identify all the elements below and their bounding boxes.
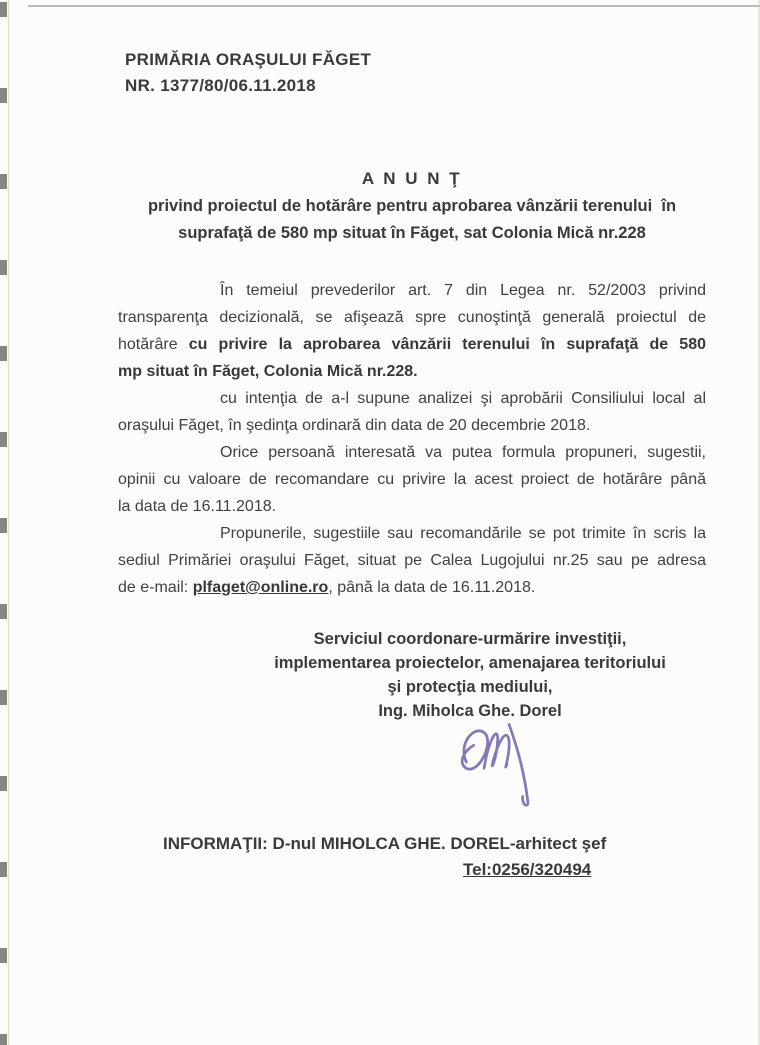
body-line-text: oraşului Făget, în şedinţa ordinară din data de 20 decembrie 2018. — [118, 417, 591, 434]
scanner-edge-marks — [0, 2, 7, 1045]
body-line-text: Propunerile, sugestiile sau recomandările se pot trimite în scris la — [220, 525, 706, 542]
scan-artifact-left-line — [8, 0, 9, 1045]
body-line — [118, 574, 706, 601]
body-text — [118, 277, 706, 601]
body-line-text: la data de 16.11.2018. — [118, 498, 277, 515]
body-line-text: În temeiul prevederilor art. 7 din Legea nr. 52/2003 privind — [220, 282, 706, 299]
body-line-text: transparenţa decizională, se afişează spre cunoştinţă generală proiectul de — [118, 309, 706, 326]
title-block — [118, 165, 706, 247]
email-address: plfaget@online.ro — [192, 579, 329, 596]
body-line-text: Orice persoană interesată va putea formula propuneri, sugestii, — [220, 444, 706, 461]
signature-line-name: Ing. Miholca Ghe. Dorel — [378, 702, 562, 720]
body-line-text: de e-mail: — [118, 579, 193, 596]
phone-number: Tel:0256/320494 — [463, 860, 592, 879]
body-line-text: opinii cu valoare de recomandare cu privire la acest proiect de hotărâre până — [118, 471, 706, 488]
registration-number: NR. 1377/80/06.11.2018 — [125, 76, 316, 95]
body-line — [118, 277, 706, 304]
body-line-text: cu intenţia de a-l supune analizei şi aprobării Consiliului local al — [220, 390, 706, 407]
body-line — [118, 466, 706, 493]
signature-line-department: implementarea proiectelor, amenajarea teritoriului — [274, 654, 666, 672]
body-line — [118, 547, 706, 574]
body-line-text: , până la data de 16.11.2018. — [328, 579, 536, 596]
scan-artifact-top-line — [28, 5, 760, 7]
notice-subtitle-line-2: suprafaţă de 580 mp situat în Făget, sat Colonia Mică nr.228 — [178, 224, 646, 242]
signature-block — [250, 627, 690, 723]
body-line — [118, 304, 706, 331]
notice-subtitle-line-1: privind proiectul de hotărâre pentru aprobarea vânzării terenului în — [147, 197, 677, 215]
body-line-text: sediul Primăriei oraşului Făget, situat pe Calea Lugojului nr.25 sau pe adresa — [118, 552, 706, 569]
signature-line-department: Serviciul coordonare-urmărire investiţii, — [313, 630, 627, 648]
body-line — [118, 520, 706, 547]
body-line — [118, 493, 706, 520]
body-line-text: hotărâre — [118, 336, 189, 353]
signature-line-department: şi protecţia mediului, — [387, 678, 553, 696]
body-line — [118, 385, 706, 412]
body-line-bold-text: cu privire la aprobarea vânzării terenului în suprafaţă de 580 — [188, 336, 706, 353]
notice-title: A N U N Ţ — [361, 169, 463, 188]
body-line — [118, 439, 706, 466]
body-line — [118, 331, 706, 358]
handwritten-signature — [448, 714, 566, 810]
institution-name: PRIMĂRIA ORAŞULUI FĂGET — [125, 50, 372, 69]
body-line — [118, 358, 706, 385]
body-line-bold-text: mp situat în Făget, Colonia Mică nr.228. — [118, 363, 418, 380]
body-line — [118, 412, 706, 439]
info-contact-line: INFORMAŢII: D-nul MIHOLCA GHE. DOREL-arhitect şef — [163, 834, 607, 853]
document-header — [125, 47, 371, 99]
